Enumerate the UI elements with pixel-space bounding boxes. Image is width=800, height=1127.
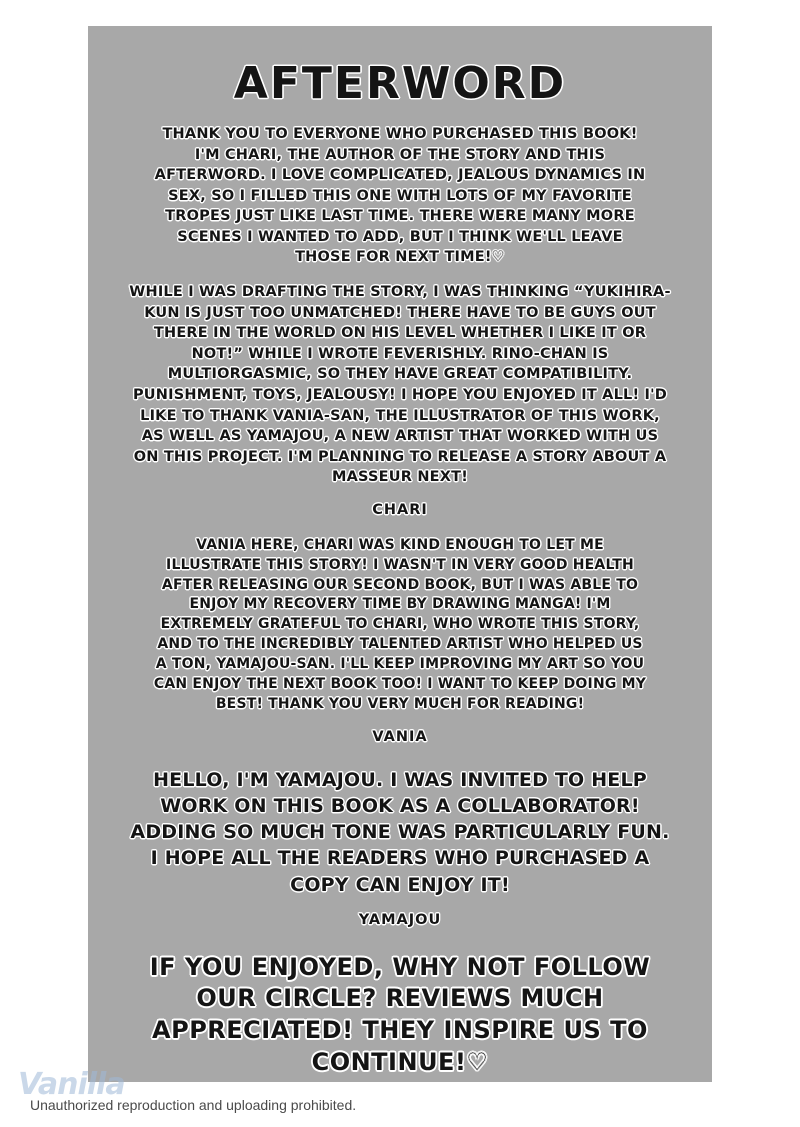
afterword-content [88,26,712,1082]
copyright-notice: Unauthorized reproduction and uploading prohibited. [30,1097,357,1113]
watermark-logo-text: Vanilla [18,1067,125,1102]
signature-chari: CHARI [372,501,428,518]
signature-yamajou: YAMAJOU [358,911,442,928]
page-title: AFTERWORD [233,58,567,109]
afterword-paragraph-4: HELLO, I'M YAMAJOU. I WAS INVITED TO HELP WORK ON THIS BOOK AS A COLLABORATOR! ADDING SO MUCH TONE WAS PARTICULARLY FUN. I HOPE ALL THE READERS WHO PURCHASED A COPY CAN ENJOY IT! [130,768,670,896]
afterword-paragraph-3: VANIA HERE, CHARI WAS KIND ENOUGH TO LET ME ILLUSTRATE THIS STORY! I WASN'T IN VERY GOOD HEALTH AFTER RELEASING OUR SECOND BOOK, BUT I WAS ABLE TO ENJOY MY RECOVERY TIME BY DRAWING MANGA! I'M EXTREMELY GRATEFUL TO CHARI, WHO WROTE THIS STORY, AND TO THE INCREDIBLY TALENTED ARTIST WHO HELPED US A TON, YAMAJOU-SAN. I'LL KEEP IMPROVING MY ART SO YOU CAN ENJOY THE NEXT BOOK TOO! I WANT TO KEEP DOING MY BEST! THANK YOU VERY MUCH FOR READING! [153,536,647,712]
signature-vania: VANIA [372,728,428,745]
afterword-paragraph-1: THANK YOU TO EVERYONE WHO PURCHASED THIS BOOK! I'M CHARI, THE AUTHOR OF THE STORY AND THIS AFTERWORD. I LOVE COMPLICATED, JEALOUS DYNAMICS IN SEX, SO I FILLED THIS ONE WITH LOTS OF MY FAVORITE TROPES JUST LIKE LAST TIME. THERE WERE MANY MORE SCENES I WANTED TO ADD, BUT I THINK WE'LL LEAVE THOSE FOR NEXT TIME!♡ [154,126,646,266]
closing-message: IF YOU ENJOYED, WHY NOT FOLLOW OUR CIRCLE? REVIEWS MUCH APPRECIATED! THEY INSPIRE US TO CONTINUE!♡ [149,952,651,1076]
afterword-paragraph-2: WHILE I WAS DRAFTING THE STORY, I WAS THINKING “YUKIHIRA-KUN IS JUST TOO UNMATCHED! THERE HAVE TO BE GUYS OUT THERE IN THE WORLD ON HIS LEVEL WHETHER I LIKE IT OR NOT!” WHILE I WROTE FEVERISHLY. RINO-CHAN IS MULTIORGASMIC, SO THEY HAVE GREAT COMPATIBILITY. PUNISHMENT, TOYS, JEALOUSY! I HOPE YOU ENJOYED IT ALL! I'D LIKE TO THANK VANIA-SAN, THE ILLUSTRATOR OF THIS WORK, AS WELL AS YAMAJOU, A NEW ARTIST THAT WORKED WITH US ON THIS PROJECT. I'M PLANNING TO RELEASE A STORY ABOUT A MASSEUR NEXT! [129,284,671,486]
